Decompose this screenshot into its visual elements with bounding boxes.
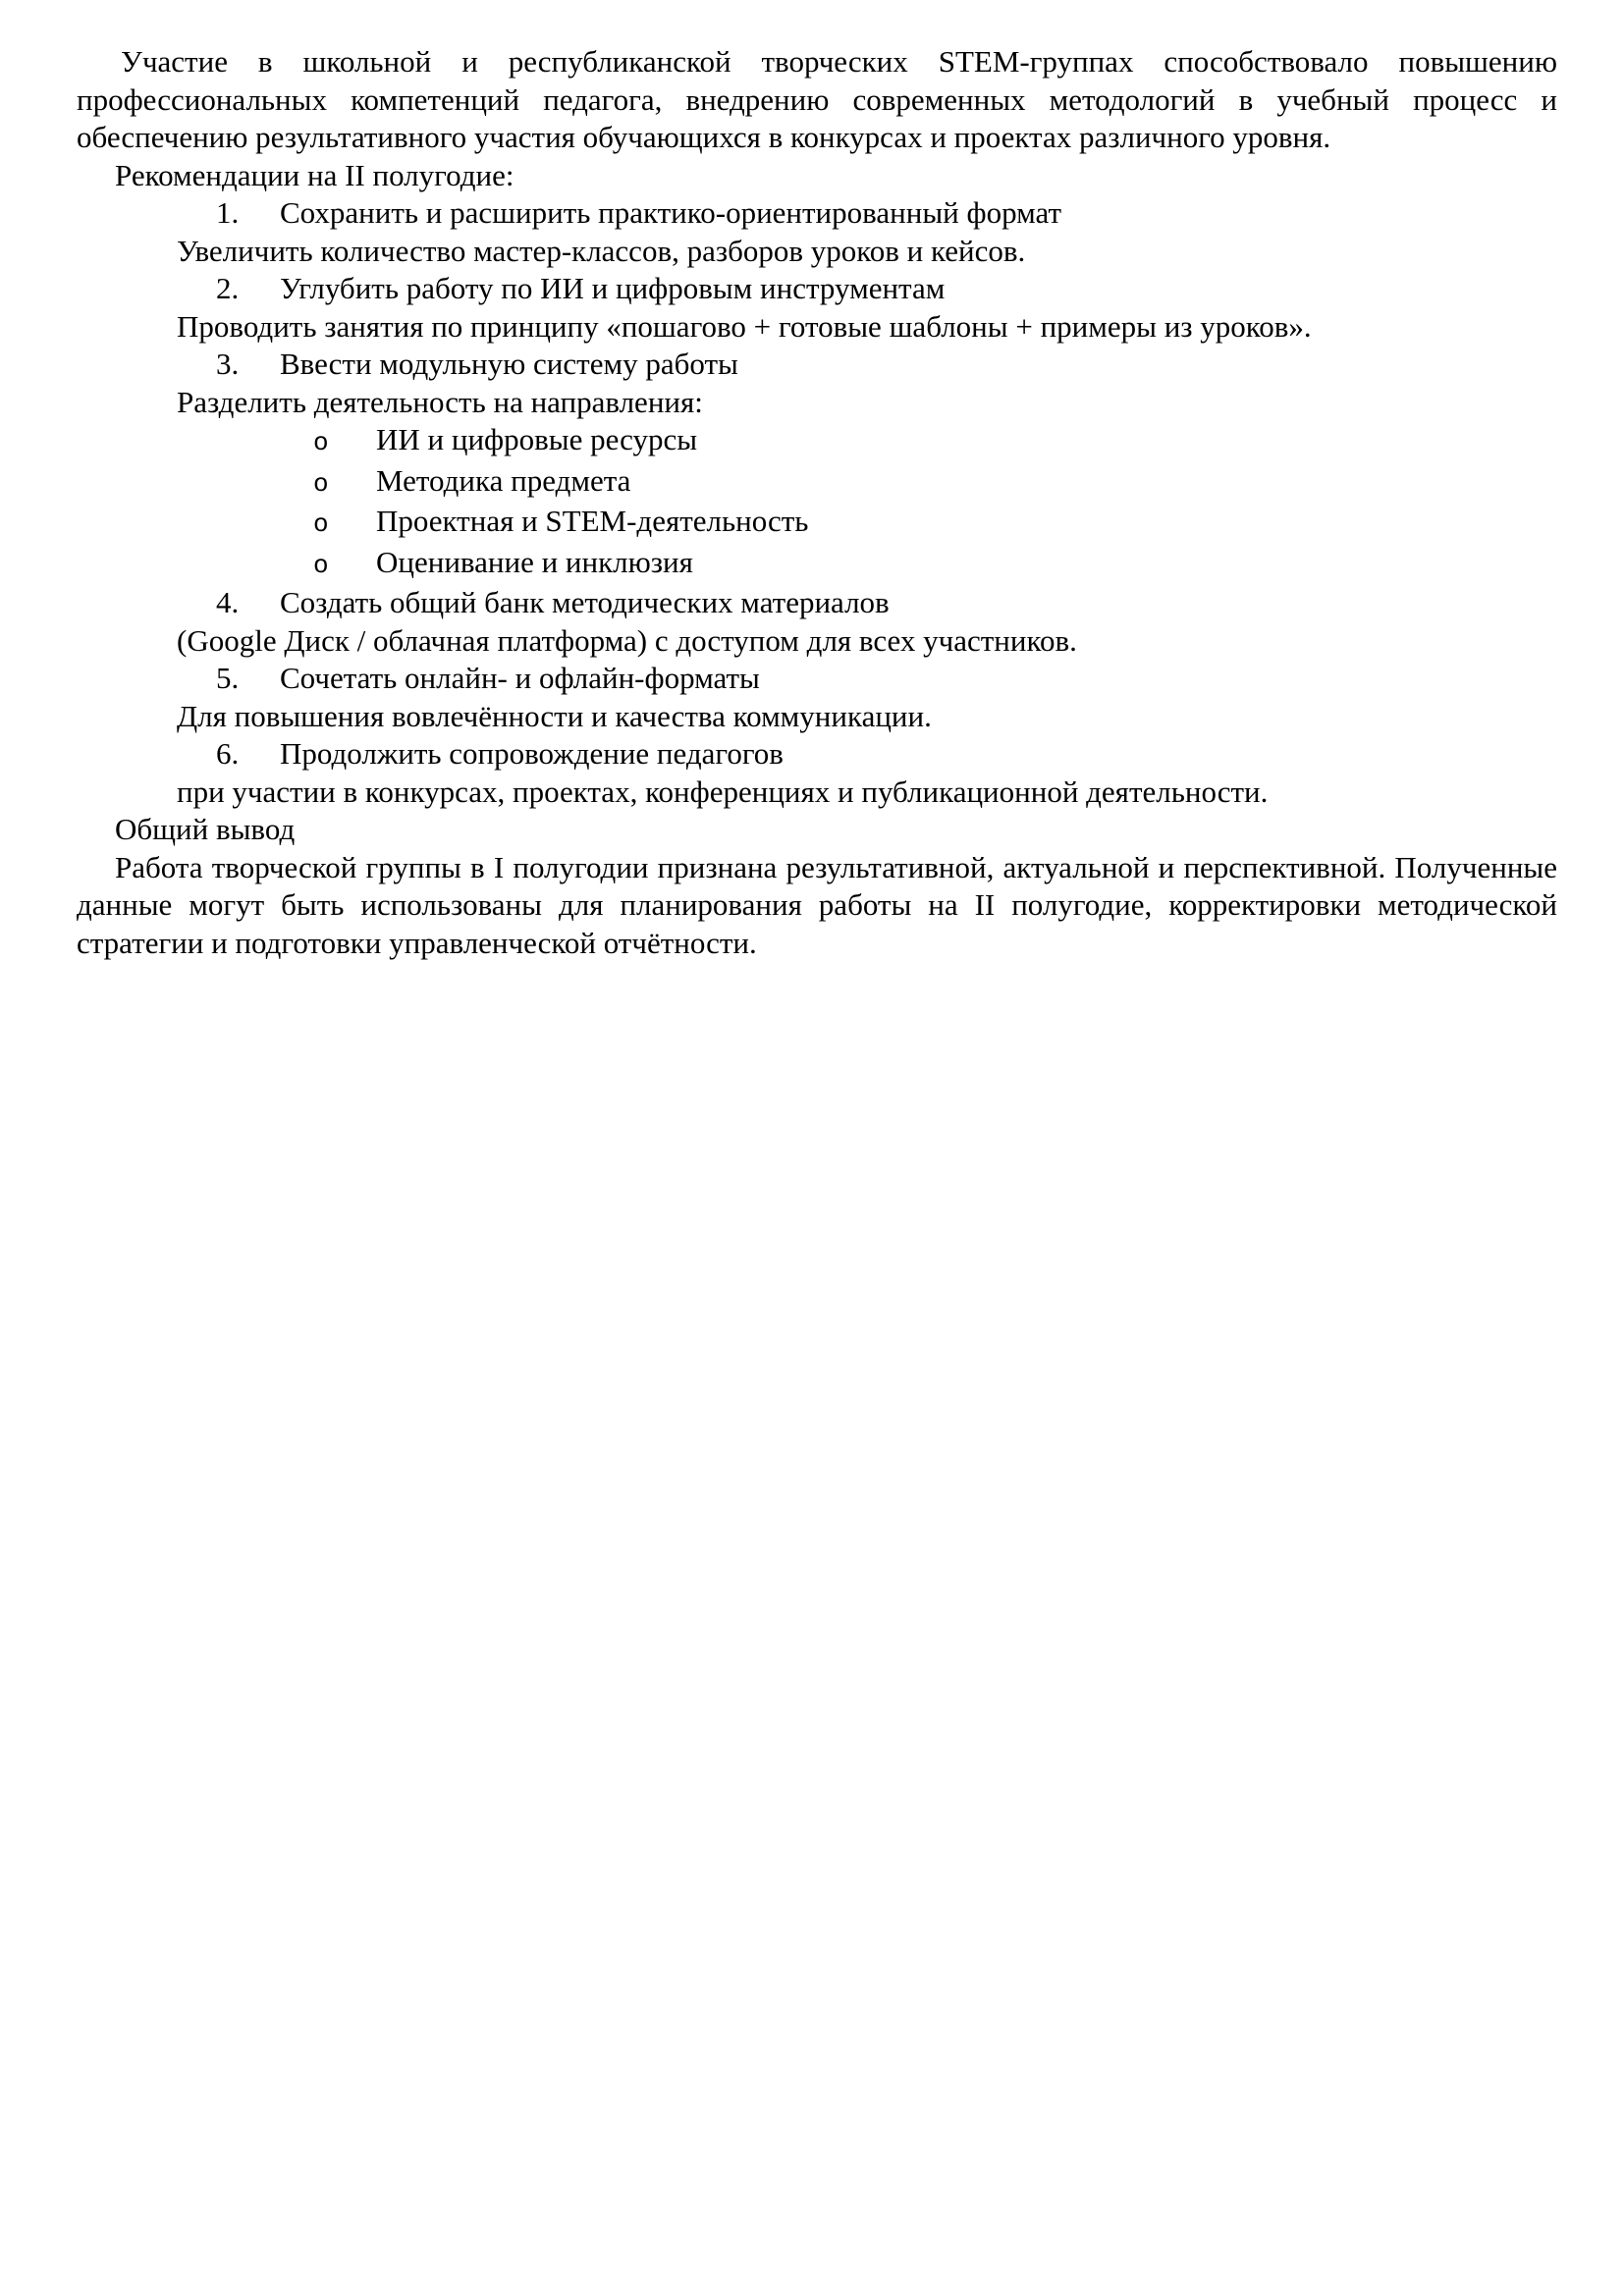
list-number: 5.: [216, 661, 240, 695]
recommendation-detail-3: Разделить деятельность на направления:: [177, 384, 703, 419]
circle-bullet: o: [313, 468, 329, 499]
recommendation-detail-5: Для повышения вовлечённости и качества коммуникации.: [177, 698, 932, 733]
recommendation-title: Продолжить сопровождение педагогов: [280, 736, 784, 771]
recommendation-title: Сохранить и расширить практико-ориентированный формат: [280, 195, 1062, 230]
recommendation-title: Создать общий банк методических материалов: [280, 585, 890, 619]
conclusion-heading: Общий вывод: [115, 812, 296, 846]
recommendations-heading: Рекомендации на II полугодие:: [115, 157, 514, 192]
recommendation-item-4: [77, 584, 1557, 622]
recommendation-detail-6: при участии в конкурсах, проектах, конференциях и публикационной деятельности.: [177, 774, 1269, 809]
list-number: 2.: [216, 271, 240, 305]
list-number: 1.: [216, 195, 240, 230]
sub-list-item-3: [77, 503, 1557, 544]
sub-item-text: Оценивание и инклюзия: [376, 544, 693, 579]
sub-item-text: Методика предмета: [376, 462, 631, 498]
recommendation-item-5: [77, 660, 1557, 698]
recommendation-item-2: [77, 270, 1557, 308]
conclusion-paragraph: Работа творческой группы в I полугодии признана результативной, актуальной и перспективной. Полученные данные могут быть использованы для планирования работы на II полугодие, корректировки методической стратегии и подготовки управленческой отчётности.: [77, 849, 1557, 960]
sub-list-item-4: [77, 544, 1557, 585]
circle-bullet: o: [313, 550, 329, 580]
recommendation-title: Сочетать онлайн- и офлайн-форматы: [280, 661, 760, 695]
recommendation-detail-4: (Google Диск / облачная платформа) с доступом для всех участников.: [177, 622, 1077, 658]
list-number: 3.: [216, 347, 240, 381]
list-number: 6.: [216, 736, 240, 771]
recommendation-item-6: [77, 735, 1557, 774]
recommendation-title: Углубить работу по ИИ и цифровым инструментам: [280, 271, 946, 305]
sub-item-text: ИИ и цифровые ресурсы: [376, 422, 698, 456]
recommendation-item-1: [77, 194, 1557, 233]
circle-bullet: o: [313, 509, 329, 539]
recommendation-detail-1: Увеличить количество мастер-классов, разборов уроков и кейсов.: [177, 233, 1026, 268]
recommendation-detail-2: Проводить занятия по принципу «пошагово + готовые шаблоны + примеры из уроков».: [177, 308, 1312, 344]
recommendation-item-3: [77, 346, 1557, 384]
intro-paragraph: Участие в школьной и республиканской творческих STEM-группах способствовало повышению профессиональных компетенций педагога, внедрению современных методологий в учебный процесс и обеспечению результативного участия обучающихся в конкурсах и проектах различного уровня.: [77, 44, 1557, 154]
circle-bullet: o: [313, 428, 329, 457]
list-number: 4.: [216, 585, 240, 619]
sub-list-item-2: [77, 462, 1557, 504]
recommendation-title: Ввести модульную систему работы: [280, 347, 738, 381]
sub-list-item-1: [77, 421, 1557, 462]
sub-item-text: Проектная и STEM-деятельность: [376, 504, 809, 538]
